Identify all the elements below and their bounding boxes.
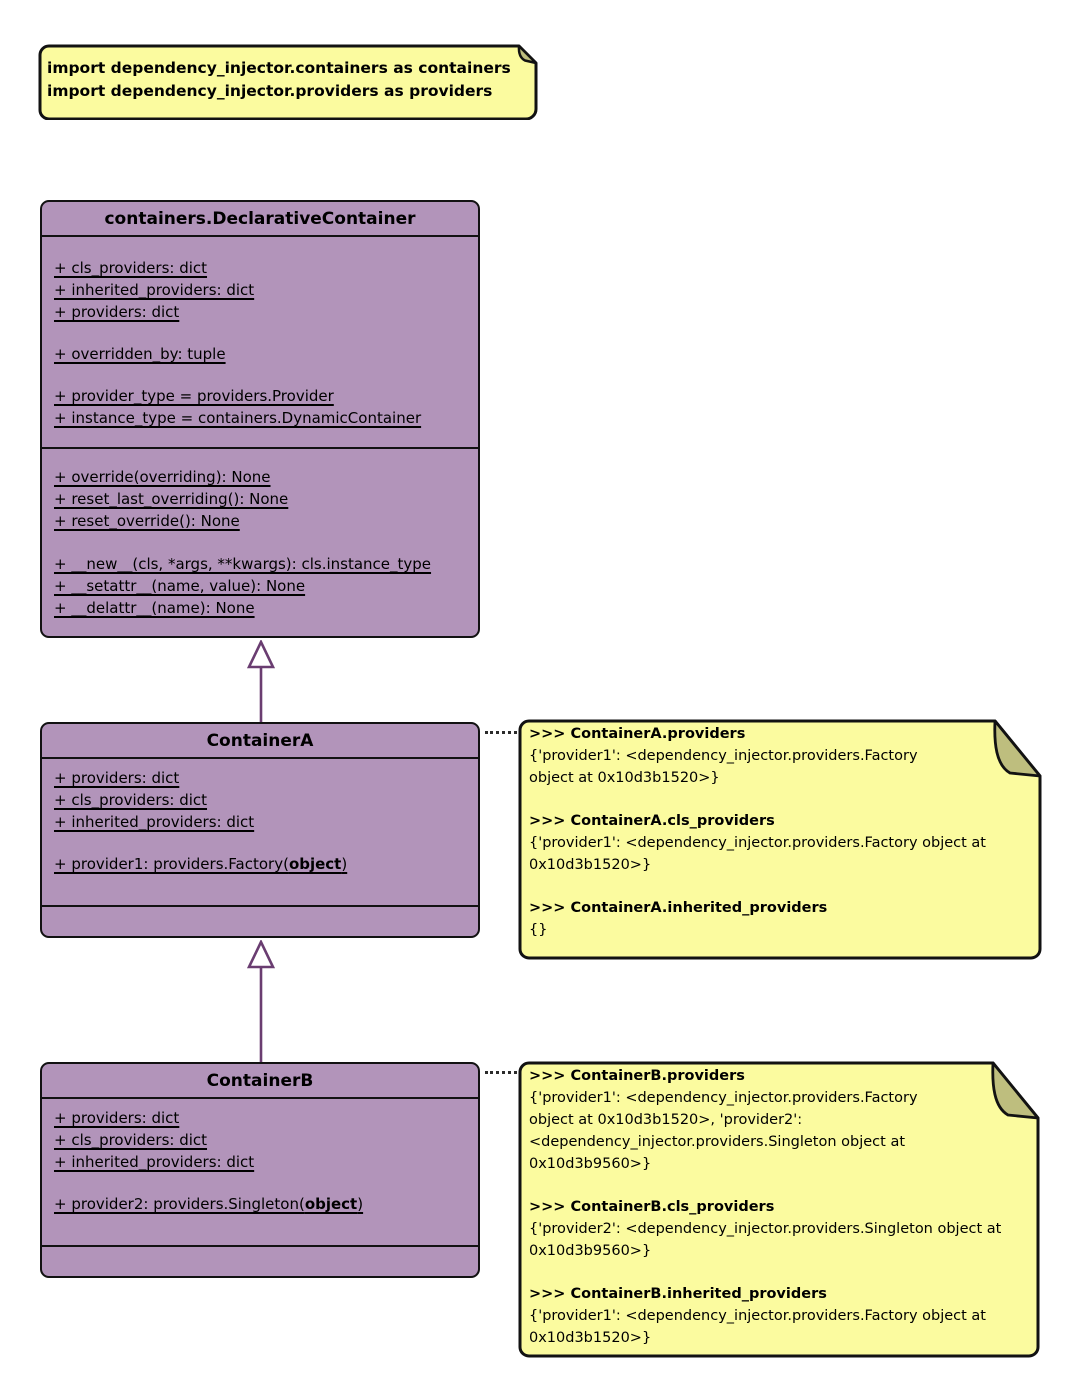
spacer — [54, 323, 472, 343]
spacer — [529, 1262, 1034, 1283]
console-line: {'provider1': <dependency_injector.providers.Factory object at — [529, 1308, 986, 1324]
console-line: object at 0x10d3b1520>, 'provider2': — [529, 1112, 803, 1128]
console-line: >>> ContainerA.inherited_providers — [529, 900, 828, 916]
note-connector-dotted-line — [485, 1071, 517, 1074]
inheritance-arrow — [247, 940, 275, 1062]
attribute-line: + inherited_providers: dict — [54, 281, 255, 299]
attribute-line: + providers: dict — [54, 303, 180, 321]
attribute-line: + provider2: providers.Singleton(object) — [54, 1195, 364, 1213]
method-line: + __delattr__(name): None — [54, 599, 255, 617]
console-line: object at 0x10d3b1520>} — [529, 770, 720, 786]
attribute-line: + overridden_by: tuple — [54, 345, 226, 363]
attribute-line: + provider_type = providers.Provider — [54, 387, 334, 405]
class-container-a — [40, 722, 480, 938]
methods-section-empty — [42, 1247, 478, 1276]
attributes-section — [42, 759, 478, 907]
console-line: {'provider1': <dependency_injector.providers.Factory — [529, 748, 918, 764]
attribute-line: + cls_providers: dict — [54, 791, 208, 809]
console-line: {'provider1': <dependency_injector.providers.Factory object at — [529, 835, 986, 851]
attribute-line: + provider1: providers.Factory(object) — [54, 855, 348, 873]
class-container-b — [40, 1062, 480, 1278]
console-line: >>> ContainerA.providers — [529, 726, 746, 742]
attribute-line: + cls_providers: dict — [54, 1131, 208, 1149]
console-line: 0x10d3b9560>} — [529, 1156, 652, 1172]
import-line: import dependency_injector.providers as providers — [47, 82, 493, 100]
attribute-line: + inherited_providers: dict — [54, 813, 255, 831]
console-line: >>> ContainerA.cls_providers — [529, 813, 775, 829]
inheritance-arrow — [247, 640, 275, 722]
attribute-line: + providers: dict — [54, 1109, 180, 1127]
console-line: {'provider1': <dependency_injector.providers.Factory — [529, 1090, 918, 1106]
console-line: >>> ContainerB.providers — [529, 1068, 745, 1084]
attribute-line: + cls_providers: dict — [54, 259, 208, 277]
import-note — [38, 44, 538, 120]
attribute-line: + inherited_providers: dict — [54, 1153, 255, 1171]
import-note-text — [47, 57, 511, 103]
note-text — [529, 1065, 1034, 1349]
console-line: 0x10d3b1520>} — [529, 857, 652, 873]
spacer — [529, 1175, 1034, 1196]
spacer — [54, 833, 472, 853]
method-line: + __setattr__(name, value): None — [54, 577, 306, 595]
note-text — [529, 723, 1036, 941]
console-line: >>> ContainerB.cls_providers — [529, 1199, 775, 1215]
spacer — [54, 365, 472, 385]
note-container-b — [518, 1061, 1040, 1358]
attributes-section — [42, 1099, 478, 1247]
class-title: ContainerB — [42, 1064, 478, 1099]
attributes-section — [42, 237, 478, 449]
methods-section-empty — [42, 907, 478, 936]
spacer — [54, 1173, 472, 1193]
method-line: + __new__(cls, *args, **kwargs): cls.instance_type — [54, 555, 432, 573]
class-title: containers.DeclarativeContainer — [42, 202, 478, 237]
console-line: 0x10d3b9560>} — [529, 1243, 652, 1259]
class-declarative-container — [40, 200, 480, 638]
method-line: + override(overriding): None — [54, 468, 271, 486]
console-line: 0x10d3b1520>} — [529, 1330, 652, 1346]
import-line: import dependency_injector.containers as containers — [47, 59, 511, 77]
spacer — [54, 532, 472, 553]
methods-section — [42, 449, 478, 636]
console-line: {'provider2': <dependency_injector.providers.Singleton object at — [529, 1221, 1002, 1237]
class-title: ContainerA — [42, 724, 478, 759]
note-connector-dotted-line — [485, 731, 517, 734]
console-line: {} — [529, 922, 548, 938]
attribute-line: + providers: dict — [54, 769, 180, 787]
method-line: + reset_override(): None — [54, 512, 240, 530]
spacer — [529, 789, 1036, 810]
method-line: + reset_last_overriding(): None — [54, 490, 289, 508]
attribute-line: + instance_type = containers.DynamicContainer — [54, 409, 422, 427]
spacer — [529, 876, 1036, 897]
note-container-a — [518, 719, 1042, 960]
console-line: >>> ContainerB.inherited_providers — [529, 1286, 827, 1302]
console-line: <dependency_injector.providers.Singleton object at — [529, 1134, 906, 1150]
